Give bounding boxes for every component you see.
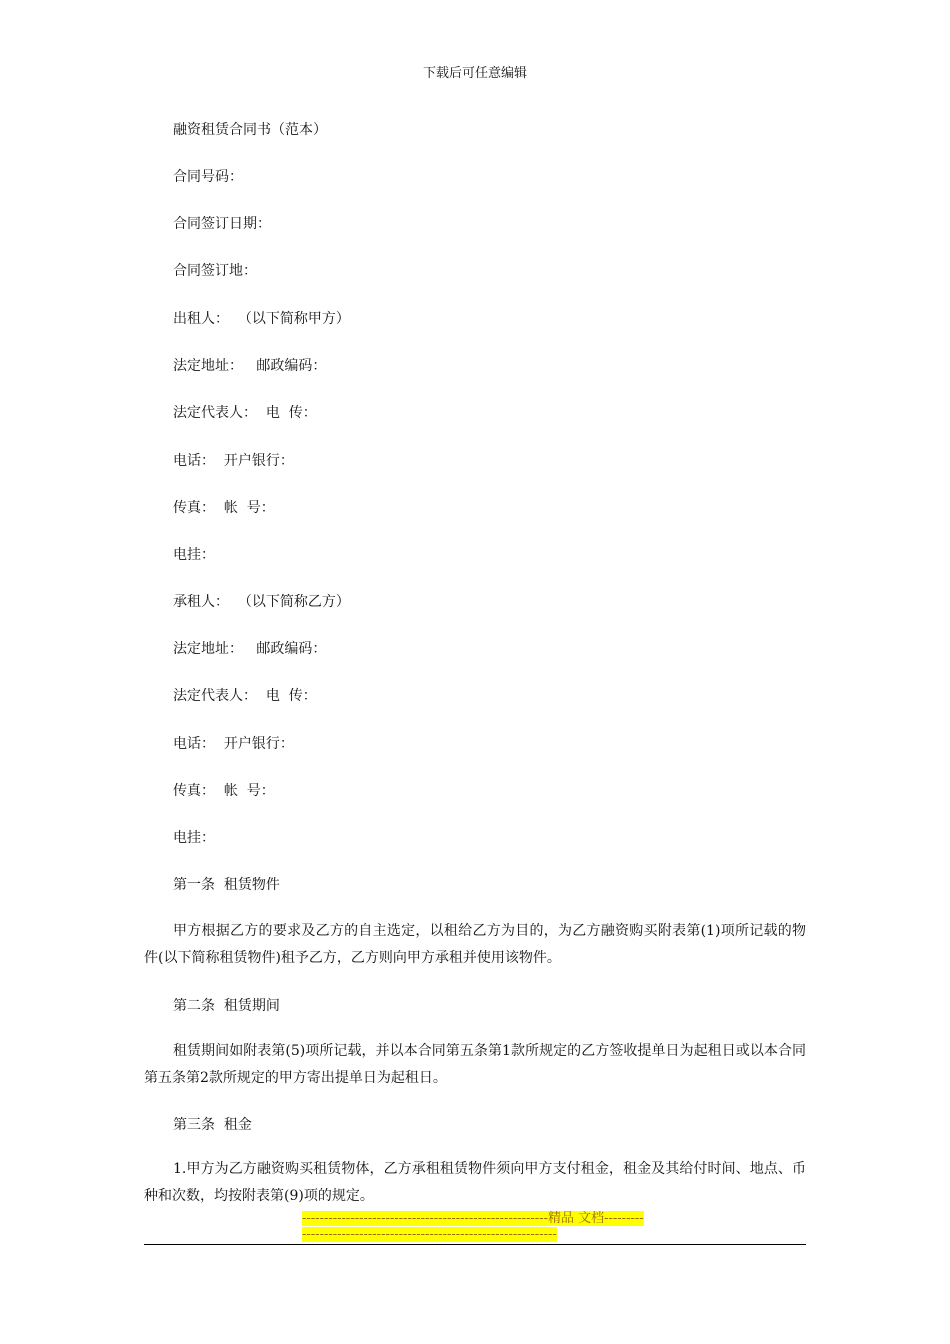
lessor-cable-line: 电挂： [173,547,215,563]
lessor-phone-line: 电话： 开户银行： [173,453,294,469]
article-3-heading: 第三条 租金 [173,1117,252,1133]
document-title: 融资租赁合同书（范本） [173,122,327,138]
contract-number-field: 合同号码： [173,169,243,185]
article-1-heading: 第一条 租赁物件 [173,877,280,893]
footer-watermark-text: --------------------------------------------------------精品 文档------------------------------------------------------------------- [302,1211,644,1242]
lessee-address-line: 法定地址： 邮政编码： [173,641,327,657]
lessor-heading: 出租人： （以下简称甲方） [173,311,350,327]
lessor-representative-line: 法定代表人： 电 传： [173,405,317,421]
lessee-fax-line: 传真： 帐 号： [173,783,275,799]
lessee-cable-line: 电挂： [173,830,215,846]
article-1-body: 甲方根据乙方的要求及乙方的自主选定，以租给乙方为目的，为乙方融资购买附表第(1)项所记载的物件(以下简称租赁物件)租予乙方，乙方则向甲方承租并使用该物件。 [144,923,806,966]
contract-date-field: 合同签订日期： [173,216,271,232]
contract-place-field: 合同签订地： [173,263,257,279]
lessor-fax-line: 传真： 帐 号： [173,500,275,516]
footer-watermark [302,1211,648,1243]
article-2-heading: 第二条 租赁期间 [173,998,280,1014]
article-2-body: 租赁期间如附表第(5)项所记载，并以本合同第五条第1款所规定的乙方签收提单日为起租日或以本合同第五条第2款所规定的甲方寄出提单日为起租日。 [144,1043,806,1086]
lessee-phone-line: 电话： 开户银行： [173,736,294,752]
article-3-body: 1.甲方为乙方融资购买租赁物体，乙方承租租赁物件须向甲方支付租金，租金及其给付时间、地点、币种和次数，均按附表第(9)项的规定。 [144,1161,806,1204]
lessor-address-line: 法定地址： 邮政编码： [173,358,327,374]
footer-divider [144,1244,806,1245]
page-header-note: 下载后可任意编辑 [422,66,527,81]
lessee-heading: 承租人： （以下简称乙方） [173,594,350,610]
lessee-representative-line: 法定代表人： 电 传： [173,688,317,704]
